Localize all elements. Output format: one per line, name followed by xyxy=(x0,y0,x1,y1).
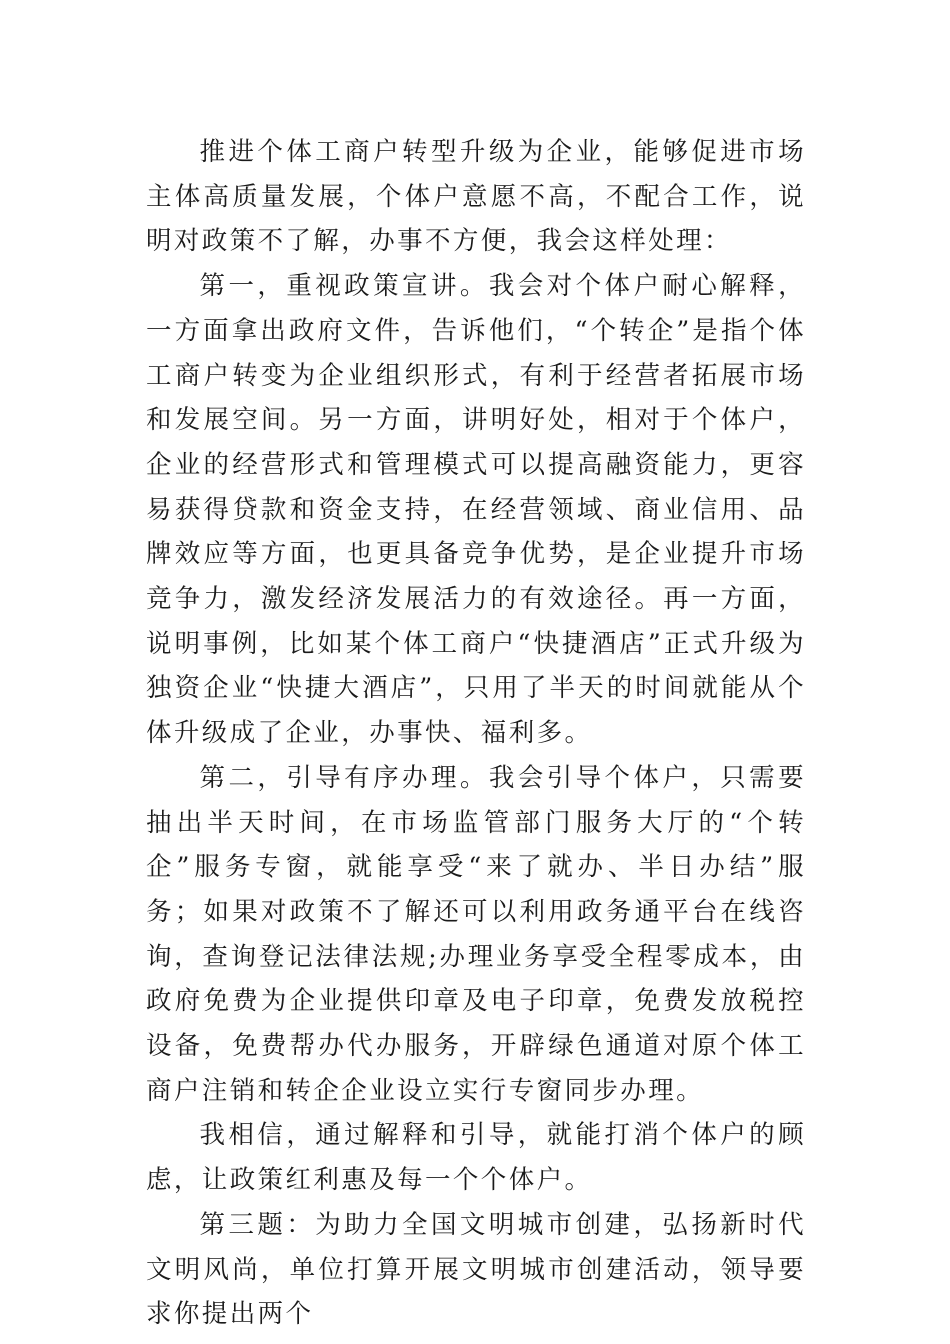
paragraph-conclusion: 我相信，通过解释和引导，就能打消个体户的顾虑，让政策红利惠及每一个个体户。 xyxy=(146,1120,806,1196)
paragraph-intro: 推进个体工商户转型升级为企业，能够促进市场主体高质量发展，个体户意愿不高，不配合工作，说明对政策不了解，办事不方便，我会这样处理： xyxy=(146,137,806,257)
paragraph-question-three: 第三题：为助力全国文明城市创建，弘扬新时代文明风尚，单位打算开展文明城市创建活动，领导要求你提出两个 xyxy=(146,1209,806,1330)
document-body xyxy=(146,130,806,1337)
paragraph-point-one: 第一，重视政策宣讲。我会对个体户耐心解释，一方面拿出政府文件，告诉他们，“个转企”是指个体工商户转变为企业组织形式，有利于经营者拓展市场和发展空间。另一方面，讲明好处，相对于个体户，企业的经营形式和管理模式可以提高融资能力，更容易获得贷款和资金支持，在经营领域、商业信用、品牌效应等方面，也更具备竞争优势，是企业提升市场竞争力，激发经济发展活力的有效途径。再一方面，说明事例，比如某个体工商户“快捷酒店”正式升级为独资企业“快捷大酒店”，只用了半天的时间就能从个体升级成了企业，办事快、福利多。 xyxy=(146,271,806,749)
paragraph-point-two: 第二，引导有序办理。我会引导个体户，只需要抽出半天时间，在市场监管部门服务大厅的“个转企”服务专窗，就能享受“来了就办、半日办结”服务；如果对政策不了解还可以利用政务通平台在线咨询，查询登记法律法规;办理业务享受全程零成本，由政府免费为企业提供印章及电子印章，免费发放税控设备，免费帮办代办服务，开辟绿色通道对原个体工商户注销和转企企业设立实行专窗同步办理。 xyxy=(146,762,806,1106)
